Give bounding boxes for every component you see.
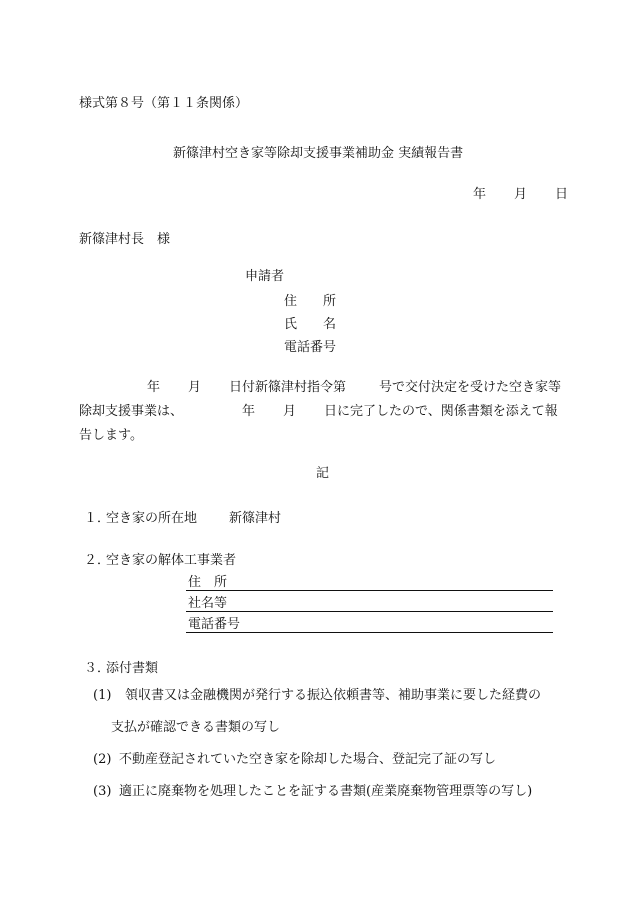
contractor-phone-line <box>186 632 553 633</box>
form-number: 様式第８号（第１１条関係） <box>79 96 249 111</box>
doc1-line1: 領収書又は金融機関が発行する振込依頼書等、補助事業に要した経費の <box>125 688 542 703</box>
addressee: 新篠津村長 様 <box>79 232 171 247</box>
item3-number: ３． <box>84 661 111 676</box>
doc2-number: (2) <box>93 752 112 767</box>
date-month: 月 <box>514 187 528 202</box>
doc2-text: 不動産登記されていた空き家を除却した場合、登記完了証の写し <box>119 752 497 767</box>
body-line1-year: 年 <box>147 380 161 395</box>
date-year: 年 <box>473 187 487 202</box>
doc3-number: (3) <box>93 784 112 799</box>
body-line1-tail: 号で交付決定を受けた空き家等 <box>379 380 562 395</box>
applicant-label: 申請者 <box>245 269 285 284</box>
contractor-phone-label: 電話番号 <box>188 617 241 632</box>
date-day: 日 <box>555 187 569 202</box>
item1-label: 空き家の所在地 <box>106 511 198 526</box>
contractor-address-label: 住 所 <box>188 575 228 590</box>
body-line2-month: 月 <box>283 404 297 419</box>
body-line3: 告します。 <box>79 428 143 443</box>
doc3-text: 適正に廃棄物を処理したことを証する書類(産業廃棄物管理票等の写し) <box>119 784 533 799</box>
item1-value: 新篠津村 <box>229 511 282 526</box>
applicant-phone-label: 電話番号 <box>284 340 337 355</box>
contractor-company-line <box>186 611 553 612</box>
body-line2-year: 年 <box>242 404 256 419</box>
body-line1-ref: 日付新篠津村指令第 <box>229 380 347 395</box>
item1-number: １． <box>84 511 111 526</box>
applicant-name-label: 氏 名 <box>284 317 337 332</box>
contractor-company-label: 社名等 <box>188 596 228 611</box>
doc1-number: (1) <box>93 688 112 703</box>
doc1-line2: 支払が確認できる書類の写し <box>111 720 281 735</box>
contractor-address-line <box>186 590 553 591</box>
body-line2-head: 除却支援事業は、 <box>79 404 184 419</box>
applicant-address-label: 住 所 <box>284 294 337 309</box>
form-title: 新篠津村空き家等除却支援事業補助金 実績報告書 <box>173 146 464 161</box>
body-line1-month: 月 <box>188 380 202 395</box>
item3-label: 添付書類 <box>106 661 159 676</box>
item2-label: 空き家の解体工事業者 <box>106 553 237 568</box>
ki-heading: 記 <box>316 466 330 481</box>
body-line2-tail: 日に完了したので、関係書類を添えて報 <box>324 404 558 419</box>
item2-number: ２． <box>84 553 111 568</box>
